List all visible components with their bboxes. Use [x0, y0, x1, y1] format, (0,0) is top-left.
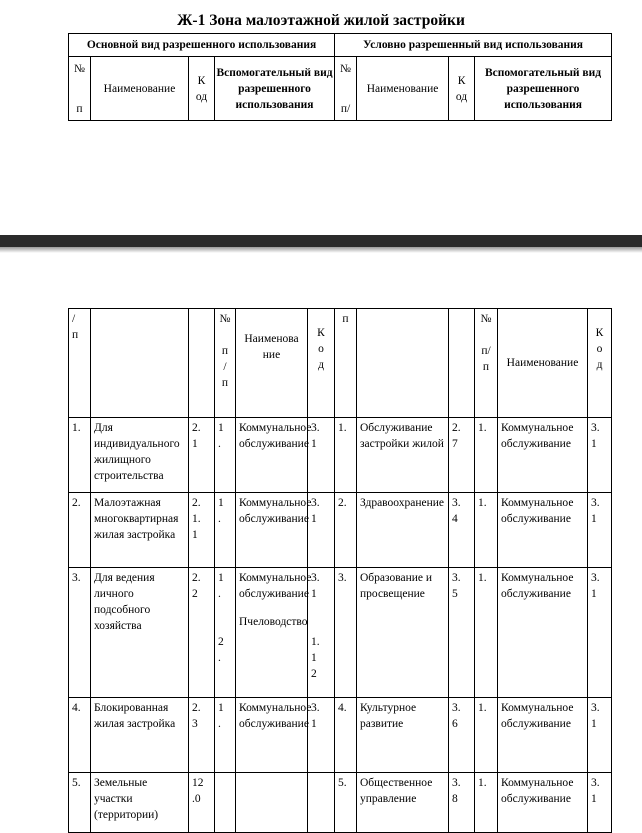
- aux-name: [236, 773, 308, 833]
- aux-code-2: 1. 1 2: [311, 636, 320, 680]
- cond-aux-code: 3. 1: [588, 773, 612, 833]
- aux-code: 3. 1: [308, 418, 335, 493]
- col-aux-num-header: № п / п: [215, 309, 236, 418]
- aux-number: [215, 773, 236, 833]
- col-aux-name-header: Наименова ние: [236, 309, 308, 418]
- page-title: Ж-1 Зона малоэтажной жилой застройки: [177, 12, 465, 29]
- cond-name: Культурное развитие: [357, 698, 449, 773]
- cond-aux-number: 1.: [475, 418, 498, 493]
- cond-code: 2. 7: [449, 418, 475, 493]
- aux-code-1: 3. 1: [311, 572, 320, 600]
- cond-code-header: К од: [449, 57, 475, 121]
- cond-name: Образование и просвещение: [357, 568, 449, 698]
- aux-number: [215, 568, 236, 698]
- cond-aux-name: Коммунальное обслуживание: [498, 493, 588, 568]
- use-code: 12 .0: [189, 773, 215, 833]
- col-cond-aux-code-header: К о д: [588, 309, 612, 418]
- table-row: [69, 568, 612, 698]
- use-code: 2. 1: [189, 418, 215, 493]
- col-aux-code-header: К о д: [308, 309, 335, 418]
- table-header-row: [69, 309, 612, 418]
- use-code: 2. 2: [189, 568, 215, 698]
- use-name: Малоэтажная многоквартирная жилая застройка: [91, 493, 189, 568]
- aux-number-1: 1 .: [218, 572, 224, 600]
- use-name: Для индивидуального жилищного строительства: [91, 418, 189, 493]
- main-code-header: К од: [189, 57, 215, 121]
- col-cond-code-header: [449, 309, 475, 418]
- row-number: 1.: [69, 418, 91, 493]
- aux-number: 1 .: [215, 698, 236, 773]
- main-num-header: № п: [69, 57, 91, 121]
- page-break-shadow: [0, 247, 642, 253]
- cond-number: 3.: [335, 568, 357, 698]
- use-code: 2. 1. 1: [189, 493, 215, 568]
- cond-aux-code: 3. 1: [588, 568, 612, 698]
- cond-name: Обслуживание застройки жилой: [357, 418, 449, 493]
- cond-number: 2.: [335, 493, 357, 568]
- cond-code: 3. 6: [449, 698, 475, 773]
- cond-aux-number: 1.: [475, 493, 498, 568]
- table-row: [69, 698, 612, 773]
- cond-aux-number: 1.: [475, 698, 498, 773]
- table-row: [69, 418, 612, 493]
- cond-aux-name: Коммунальное обслуживание: [498, 568, 588, 698]
- cond-name: Общественное управление: [357, 773, 449, 833]
- main-aux-header: Вспомогательный вид разрешенного использования: [215, 57, 335, 121]
- aux-name-2: Пчеловодство: [239, 616, 308, 628]
- cond-number: 1.: [335, 418, 357, 493]
- use-name: Блокированная жилая застройка: [91, 698, 189, 773]
- cond-aux-name: Коммунальное обслуживание: [498, 418, 588, 493]
- aux-name: Коммунальное обслуживание: [236, 493, 308, 568]
- cond-num-header: № п/: [335, 57, 357, 121]
- row-number: 2.: [69, 493, 91, 568]
- aux-code: [308, 773, 335, 833]
- cond-aux-number: 1.: [475, 773, 498, 833]
- aux-name-1: Коммунальное обслуживание: [239, 572, 312, 600]
- col-code-header: [189, 309, 215, 418]
- cond-aux-header: Вспомогательный вид разрешенного использования: [475, 57, 612, 121]
- table-row: [69, 773, 612, 833]
- cond-aux-code: 3. 1: [588, 418, 612, 493]
- cond-aux-code: 3. 1: [588, 698, 612, 773]
- cond-aux-code: 3. 1: [588, 493, 612, 568]
- cond-number: 5.: [335, 773, 357, 833]
- row-number: 4.: [69, 698, 91, 773]
- aux-code: 3. 1: [308, 493, 335, 568]
- col-cond-num-header: п: [335, 309, 357, 418]
- aux-name: Коммунальное обслуживание: [236, 418, 308, 493]
- col-name-header: [91, 309, 189, 418]
- zone-header-table: [68, 33, 612, 121]
- table-row: [69, 493, 612, 568]
- col-cond-aux-name-header: Наименование: [498, 309, 588, 418]
- cond-name: Здравоохранение: [357, 493, 449, 568]
- page-break-bar: [0, 235, 642, 247]
- permitted-use-table: [68, 308, 612, 833]
- cond-code: 3. 5: [449, 568, 475, 698]
- aux-number-2: 2 .: [218, 636, 224, 664]
- col-cond-aux-num-header: № п/ п: [475, 309, 498, 418]
- cond-name-header: Наименование: [357, 57, 449, 121]
- main-use-section-header: Основной вид разрешенного использования: [69, 34, 335, 57]
- aux-code: 3. 1: [308, 698, 335, 773]
- col-num-header: / п: [69, 309, 91, 418]
- conditional-use-section-header: Условно разрешенный вид использования: [335, 34, 612, 57]
- cond-aux-name: Коммунальное обслуживание: [498, 773, 588, 833]
- main-name-header: Наименование: [91, 57, 189, 121]
- use-code: 2. 3: [189, 698, 215, 773]
- cond-aux-number: 1.: [475, 568, 498, 698]
- aux-code: [308, 568, 335, 698]
- cond-number: 4.: [335, 698, 357, 773]
- cond-code: 3. 8: [449, 773, 475, 833]
- aux-name: [236, 568, 312, 698]
- aux-number: 1 .: [215, 418, 236, 493]
- row-number: 5.: [69, 773, 91, 833]
- aux-name: Коммунальное обслуживание: [236, 698, 308, 773]
- use-name: Земельные участки (территории): [91, 773, 189, 833]
- cond-code: 3. 4: [449, 493, 475, 568]
- row-number: 3.: [69, 568, 91, 698]
- aux-number: 1 .: [215, 493, 236, 568]
- col-cond-name-header: [357, 309, 449, 418]
- use-name: Для ведения личного подсобного хозяйства: [91, 568, 189, 698]
- cond-aux-name: Коммунальное обслуживание: [498, 698, 588, 773]
